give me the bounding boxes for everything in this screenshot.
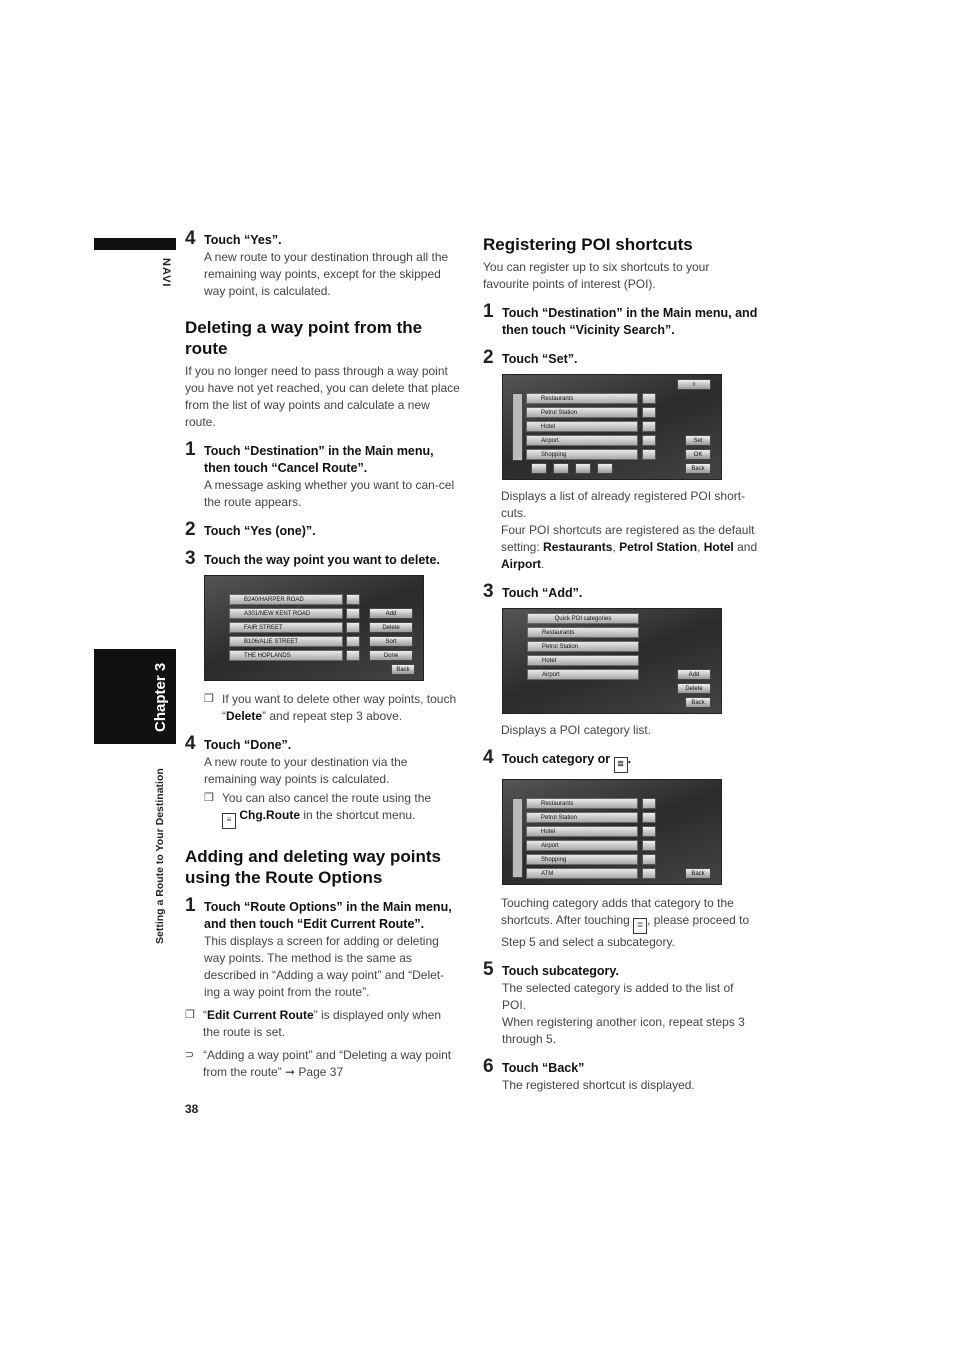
subcategory-icon: ≣ bbox=[633, 918, 647, 934]
row-icon[interactable] bbox=[346, 622, 360, 633]
way-point-row[interactable]: A301/NEW KENT ROAD bbox=[229, 608, 343, 619]
checkbox-bullet-icon: ❒ bbox=[204, 792, 214, 804]
note-text: If you want to delete other way points, touch “ bbox=[222, 692, 457, 723]
way-point-row[interactable]: THE HOPLANDS bbox=[229, 650, 343, 661]
checkbox-bullet-icon: ❒ bbox=[185, 1009, 195, 1021]
chapter-label: Chapter 3 bbox=[152, 662, 169, 732]
category-row[interactable]: ATM bbox=[526, 868, 638, 879]
step-body: The selected category is added to the list of POI. bbox=[502, 981, 734, 1012]
row-icon[interactable] bbox=[346, 608, 360, 619]
note-text: “ bbox=[203, 1008, 207, 1022]
step-title: Touch “Route Options” in the Main menu, and then touch “Edit Current Route”. bbox=[204, 900, 452, 931]
step-body: A new route to your destination through all the remaining way points, except for the skipped way point, is calculated. bbox=[204, 250, 449, 298]
note-text: in the shortcut menu. bbox=[303, 808, 416, 822]
navi-bar bbox=[94, 238, 176, 250]
back-button[interactable]: Back bbox=[685, 697, 711, 708]
sort-button[interactable]: Sort bbox=[369, 636, 413, 647]
body-text: Touching category adds that category to the shortcuts. After touching bbox=[501, 896, 734, 927]
note-bold: Chg.Route bbox=[239, 808, 300, 822]
category-row[interactable]: Airport bbox=[526, 840, 638, 851]
category-row[interactable]: Shopping bbox=[526, 854, 638, 865]
step-1-vicinity-search bbox=[483, 301, 758, 339]
step-1-route-options bbox=[185, 895, 460, 1001]
shortcut-slot[interactable] bbox=[553, 463, 569, 474]
way-point-row[interactable]: B240/HARPER ROAD bbox=[229, 594, 343, 605]
screen-poi-shortcuts bbox=[502, 374, 722, 480]
way-point-row[interactable]: B106/ALIE STREET bbox=[229, 636, 343, 647]
default-hotel: Hotel bbox=[703, 540, 734, 554]
poi-row[interactable]: Shopping bbox=[526, 449, 638, 460]
heading-registering-poi: Registering POI shortcuts bbox=[483, 235, 693, 254]
body-text: , please proceed to Step 5 and select a subcategory. bbox=[501, 913, 750, 949]
row-icon[interactable] bbox=[642, 812, 656, 823]
step-2-yes-one bbox=[185, 519, 460, 540]
screen-category-list bbox=[502, 779, 722, 885]
step-5-subcategory bbox=[483, 959, 758, 1048]
step-title: Touch subcategory. bbox=[502, 964, 619, 978]
add-button[interactable]: Add bbox=[369, 608, 413, 619]
step-3-touch-way-point bbox=[185, 548, 460, 569]
step-number: 3 bbox=[185, 548, 196, 569]
step-1-cancel-route bbox=[185, 439, 460, 511]
heading-adding-deleting: Adding and deleting way points using the Route Options bbox=[185, 847, 441, 887]
row-icon[interactable] bbox=[642, 407, 656, 418]
step-number: 4 bbox=[185, 733, 196, 754]
step-title: Touch “Yes (one)”. bbox=[204, 524, 316, 538]
body-text: Four POI shortcuts are registered as the default setting: bbox=[501, 523, 755, 554]
note-text: ” is displayed only when the route is set. bbox=[203, 1008, 442, 1039]
step-title: Touch “Add”. bbox=[502, 586, 583, 600]
note-bold: Delete bbox=[226, 709, 263, 723]
back-button[interactable]: Back bbox=[391, 664, 415, 675]
set-button[interactable]: Set bbox=[685, 435, 711, 446]
row-icon[interactable] bbox=[642, 449, 656, 460]
chg-route-icon: ≡ bbox=[222, 813, 236, 829]
step-4-body bbox=[501, 895, 758, 951]
step-number: 4 bbox=[483, 747, 494, 768]
note-bold: Edit Current Route bbox=[207, 1008, 314, 1022]
step-title: Touch the way point you want to delete. bbox=[204, 553, 440, 567]
default-petrol-station: Petrol Station bbox=[619, 540, 698, 554]
step-2-body-registered: Displays a list of already registered POI short-cuts. bbox=[501, 489, 746, 520]
delete-button[interactable]: Delete bbox=[677, 683, 711, 694]
category-row[interactable]: Restaurants bbox=[527, 627, 639, 638]
step-3-add bbox=[483, 581, 758, 602]
category-row[interactable]: Hotel bbox=[526, 826, 638, 837]
step-title: Touch “Destination” in the Main menu, then touch “Cancel Route”. bbox=[204, 444, 434, 475]
poi-row[interactable]: Hotel bbox=[526, 421, 638, 432]
step-number: 2 bbox=[185, 519, 196, 540]
scroll-bar[interactable] bbox=[512, 393, 523, 461]
shortcut-slot[interactable] bbox=[575, 463, 591, 474]
back-button[interactable]: Back bbox=[685, 868, 711, 879]
section-title: Setting a Route to Your Destination bbox=[154, 768, 166, 944]
done-button[interactable]: Done bbox=[369, 650, 413, 661]
step-6-back bbox=[483, 1056, 758, 1094]
poi-row[interactable]: Petrol Station bbox=[526, 407, 638, 418]
screen-title: Quick POI categories bbox=[527, 613, 639, 624]
back-button[interactable]: Back bbox=[685, 463, 711, 474]
row-icon[interactable] bbox=[642, 435, 656, 446]
step-4-touch-category: 4 Touch category or ≣ . bbox=[483, 751, 758, 773]
step-body: A new route to your destination via the remaining way points is calculated. bbox=[204, 755, 408, 786]
ok-button[interactable]: OK bbox=[685, 449, 711, 460]
reference-link bbox=[185, 1047, 460, 1081]
shortcut-slot[interactable] bbox=[597, 463, 613, 474]
body-text: and bbox=[737, 540, 758, 554]
step-number: 1 bbox=[185, 439, 196, 460]
step-number: 5 bbox=[483, 959, 494, 980]
step-3-body: Displays a POI category list. bbox=[501, 723, 652, 737]
step-body: The registered shortcut is displayed. bbox=[502, 1078, 695, 1092]
step-title: Touch “Back” bbox=[502, 1061, 585, 1075]
step-2-set bbox=[483, 347, 758, 368]
add-button[interactable]: Add bbox=[677, 669, 711, 680]
subcategory-icon: ≣ bbox=[614, 757, 628, 773]
step-body: When registering another icon, repeat steps 3 through 5. bbox=[502, 1015, 745, 1046]
row-icon[interactable] bbox=[346, 636, 360, 647]
scroll-bar[interactable] bbox=[512, 798, 523, 878]
poi-row[interactable]: Restaurants bbox=[526, 393, 638, 404]
left-column bbox=[185, 228, 460, 1081]
page-number: 38 bbox=[185, 1102, 199, 1116]
way-point-row[interactable]: FAIR STREET bbox=[229, 622, 343, 633]
category-row[interactable]: Restaurants bbox=[526, 798, 638, 809]
step-4-done bbox=[185, 733, 460, 788]
row-icon[interactable] bbox=[642, 840, 656, 851]
row-icon[interactable] bbox=[642, 826, 656, 837]
poi-intro: You can register up to six shortcuts to your favourite points of interest (POI). bbox=[483, 260, 710, 291]
default-restaurants: Restaurants bbox=[543, 540, 613, 554]
category-row[interactable]: Hotel bbox=[527, 655, 639, 666]
heading-delete-way-point: Deleting a way point from the route bbox=[185, 318, 423, 358]
step-number: 1 bbox=[483, 301, 494, 322]
shortcut-slot[interactable] bbox=[531, 463, 547, 474]
default-airport: Airport bbox=[501, 557, 541, 571]
checkbox-bullet-icon: ❒ bbox=[204, 693, 214, 705]
row-icon[interactable] bbox=[642, 798, 656, 809]
step-title: Touch “Destination” in the Main menu, and then touch “Vicinity Search”. bbox=[502, 306, 758, 337]
row-icon[interactable] bbox=[642, 854, 656, 865]
gps-status-icon: ◊ bbox=[677, 379, 711, 390]
note-edit-current-route bbox=[185, 1007, 460, 1041]
step-number: 4 bbox=[185, 228, 196, 249]
delete-button[interactable]: Delete bbox=[369, 622, 413, 633]
right-column bbox=[483, 232, 758, 1094]
note-text: You can also cancel the route using the bbox=[222, 791, 432, 805]
step-number: 6 bbox=[483, 1056, 494, 1077]
step-title: Touch “Set”. bbox=[502, 352, 578, 366]
row-icon[interactable] bbox=[642, 421, 656, 432]
row-icon[interactable] bbox=[346, 594, 360, 605]
note-cancel-route bbox=[204, 790, 460, 829]
row-icon[interactable] bbox=[346, 650, 360, 661]
screen-way-point-list bbox=[204, 575, 424, 681]
reference-text: “Adding a way point” and “Deleting a way point from the route” ➞ Page 37 bbox=[203, 1048, 452, 1079]
row-icon[interactable] bbox=[642, 868, 656, 879]
step-number: 1 bbox=[185, 895, 196, 916]
delete-intro: If you no longer need to pass through a way point you have not yet reached, you can delete that place from the list of way points and calculate a new route. bbox=[185, 364, 460, 429]
category-row[interactable]: Petrol Station bbox=[526, 812, 638, 823]
screen-quick-poi-categories bbox=[502, 608, 722, 714]
step-2-body-defaults: Four POI shortcuts are registered as the default setting: Restaurants, Petrol Station, Hotel and Airport. bbox=[501, 523, 758, 571]
step-body: This displays a screen for adding or deleting way points. The method is the same as described in “Adding a way point” and “Delet-ing a way point from the route”. bbox=[204, 934, 445, 999]
step-number: 3 bbox=[483, 581, 494, 602]
chapter-tab bbox=[94, 649, 176, 744]
step-4-yes bbox=[185, 228, 460, 300]
navi-label: NAVI bbox=[160, 258, 172, 288]
step-title: Touch “Done”. bbox=[204, 738, 292, 752]
poi-row[interactable]: Airport bbox=[526, 435, 638, 446]
step-title: Touch “Yes”. bbox=[204, 233, 282, 247]
category-row[interactable]: Petrol Station bbox=[527, 641, 639, 652]
reference-arrow-icon: ⊃ bbox=[185, 1049, 195, 1061]
step-number: 2 bbox=[483, 347, 494, 368]
row-icon[interactable] bbox=[642, 393, 656, 404]
step-body: A message asking whether you want to can-cel the route appears. bbox=[204, 478, 455, 509]
step-title: Touch category or bbox=[502, 752, 611, 766]
note-delete-more bbox=[204, 691, 460, 725]
category-row[interactable]: Airport bbox=[527, 669, 639, 680]
note-text: ” and repeat step 3 above. bbox=[262, 709, 403, 723]
